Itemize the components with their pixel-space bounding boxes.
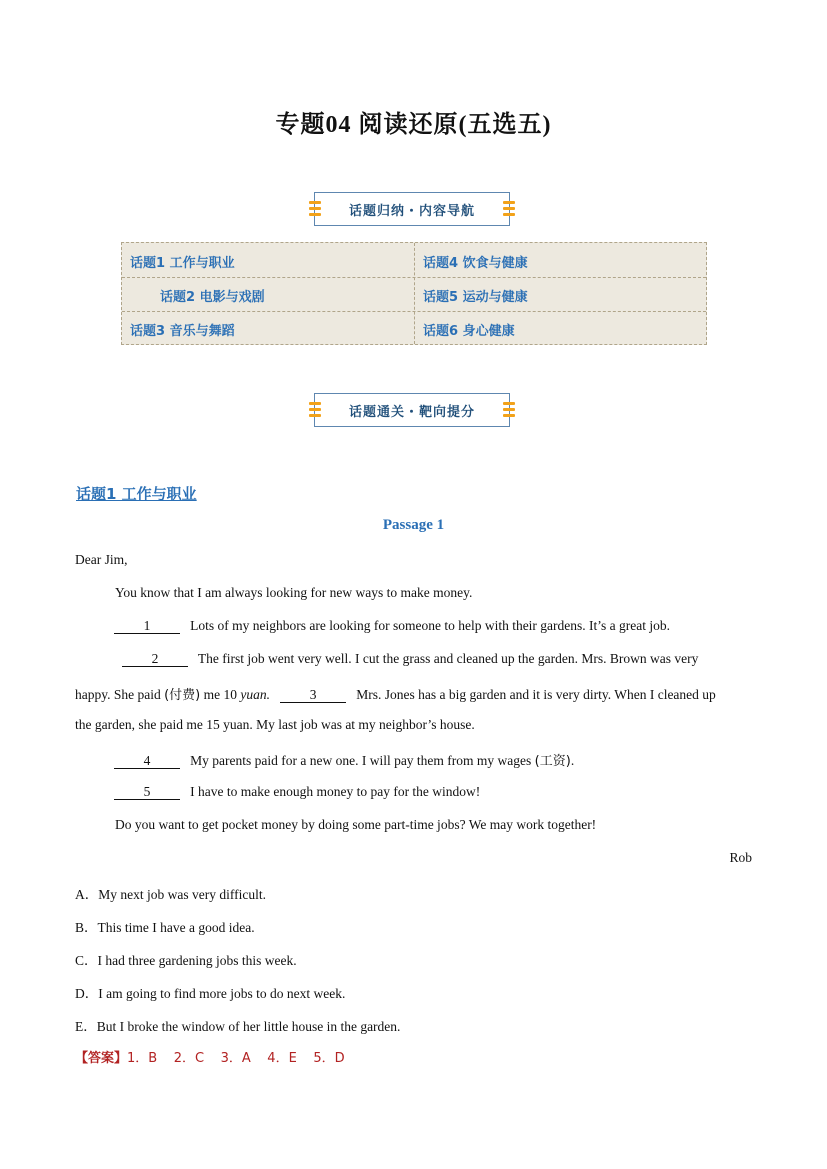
letter-greeting: Dear Jim,: [75, 552, 128, 567]
answer-blank-3[interactable]: 3: [280, 687, 346, 703]
page-title: 专题04 阅读还原(五选五): [275, 112, 552, 138]
letter-paragraph: [75, 684, 716, 703]
letter-paragraph: the garden, she paid me 15 yuan. My last job was at my neighbor’s house.: [75, 717, 475, 732]
topic-nav-banner-label: 话题归纳・内容导航: [348, 203, 475, 219]
section-heading[interactable]: 话题1 工作与职业: [76, 485, 197, 503]
banner-right-ornament: [503, 402, 515, 417]
practice-banner: [314, 393, 510, 427]
topics-table: [121, 242, 707, 345]
answer-blank-4[interactable]: 4: [114, 753, 180, 769]
topic-link-3[interactable]: 话题3 音乐与舞蹈: [130, 324, 235, 339]
banner-left-ornament: [309, 201, 321, 216]
letter-paragraph: [114, 750, 574, 769]
topic-link-5[interactable]: 话题5 运动与健康: [423, 290, 528, 305]
chinese-gloss: (工资): [534, 754, 571, 769]
letter-paragraph: [114, 618, 670, 634]
banner-left-ornament: [309, 402, 321, 417]
answer-blank-2[interactable]: 2: [122, 651, 188, 667]
letter-text-italic: yuan.: [240, 687, 271, 702]
answer-blank-1[interactable]: 1: [114, 618, 180, 634]
option-a: A．My next job was very difficult.: [75, 887, 266, 902]
option-c: C．I had three gardening jobs this week.: [75, 953, 297, 968]
topic-link-6[interactable]: 话题6 身心健康: [423, 324, 515, 339]
letter-text: .: [570, 753, 575, 768]
option-d: D．I am going to find more jobs to do next week.: [75, 986, 346, 1001]
answer-text: 1．B 2．C 3．A 4．E 5．D: [127, 1051, 345, 1066]
letter-paragraph: Do you want to get pocket money by doing some part-time jobs? We may work together!: [115, 817, 597, 832]
letter-text: me 10: [200, 687, 241, 702]
letter-paragraph: [122, 651, 698, 667]
topic-link-1[interactable]: 话题1 工作与职业: [130, 256, 235, 271]
answer-key: [75, 1047, 345, 1066]
passage-title: Passage 1: [382, 517, 445, 533]
option-e: E．But I broke the window of her little house in the garden.: [75, 1019, 401, 1034]
letter-text: Lots of my neighbors are looking for someone to help with their gardens. It’s a great job.: [190, 618, 671, 633]
option-b: B．This time I have a good idea.: [75, 920, 255, 935]
letter-text: Mrs. Jones has a big garden and it is very dirty. When I cleaned up: [356, 687, 716, 702]
letter-text: My parents paid for a new one. I will pay them from my wages: [190, 753, 535, 768]
letter-paragraph: You know that I am always looking for new ways to make money.: [115, 585, 473, 600]
topic-link-2[interactable]: 话题2 电影与戏剧: [160, 290, 265, 305]
answer-label: 【答案】: [75, 1051, 128, 1066]
chinese-gloss: (付费): [164, 688, 201, 703]
letter-text: I have to make enough money to pay for the window!: [190, 784, 481, 799]
topic-link-4[interactable]: 话题4 饮食与健康: [423, 256, 528, 271]
practice-banner-label: 话题通关・靶向提分: [348, 404, 475, 420]
letter-signature: Rob: [729, 850, 752, 865]
banner-right-ornament: [503, 201, 515, 216]
letter-text: The first job went very well. I cut the grass and cleaned up the garden. Mrs. Brown was very: [197, 651, 699, 666]
letter-text: happy. She paid: [75, 687, 165, 702]
answer-blank-5[interactable]: 5: [114, 784, 180, 800]
letter-paragraph: [114, 784, 480, 800]
topic-nav-banner: [314, 192, 510, 226]
